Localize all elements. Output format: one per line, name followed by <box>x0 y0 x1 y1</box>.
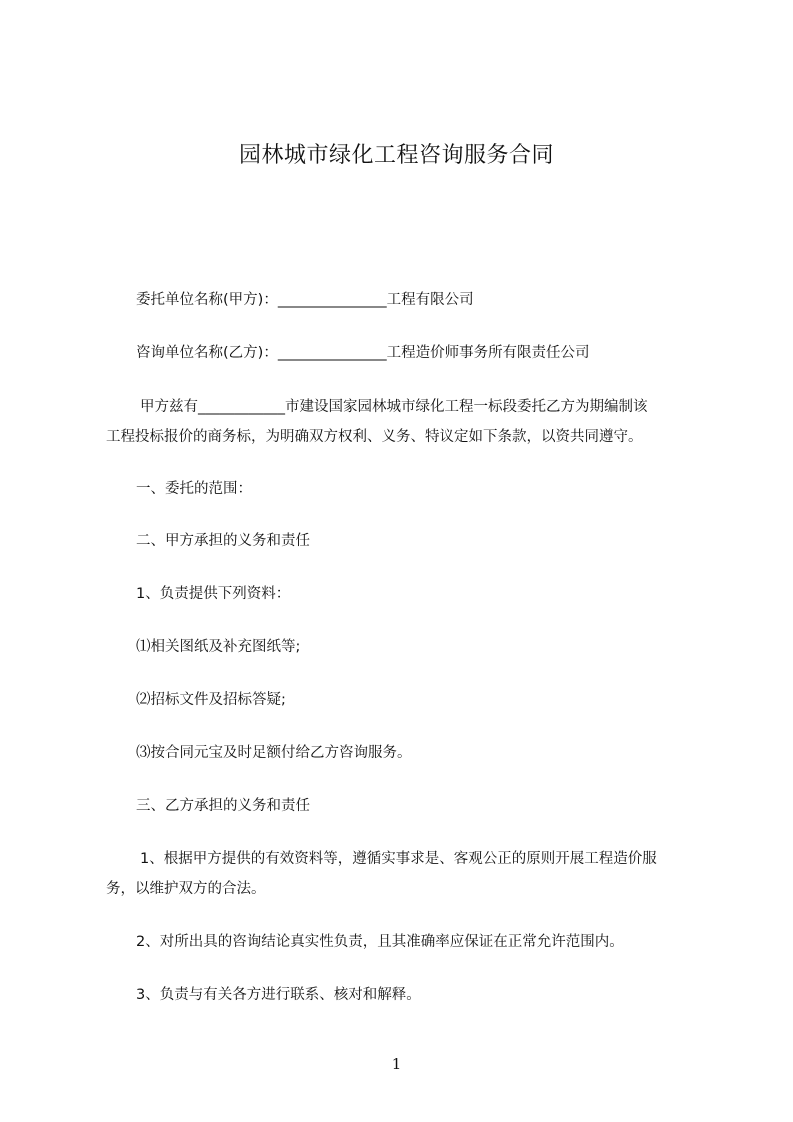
section-3-item-2: 2、对所出具的咨询结论真实性负责，且其准确率应保证在正常允许范围内。 <box>136 934 624 950</box>
section-3-item-1-line-2: 务，以维护双方的合法。 <box>106 881 266 897</box>
intro-paragraph-line-1: 甲方兹有____________市建设国家园林城市绿化工程一标段委托乙方为期编制该 <box>140 399 648 415</box>
party-b-line: 咨询单位名称(乙方)：_______________工程造价师事务所有限责任公司 <box>136 345 590 361</box>
intro-paragraph-line-2: 工程投标报价的商务标，为明确双方权利、义务、特议定如下条款，以资共同遵守。 <box>106 429 643 445</box>
section-2-heading: 二、甲方承担的义务和责任 <box>136 533 310 549</box>
section-3-item-3: 3、负责与有关各方进行联系、核对和解释。 <box>136 987 421 1003</box>
page-number: 1 <box>391 1055 402 1073</box>
section-2-subitem-2: ⑵招标文件及招标答疑; <box>136 692 286 708</box>
section-2-subitem-1: ⑴相关图纸及补充图纸等; <box>136 639 301 655</box>
section-1-heading: 一、委托的范围： <box>136 481 252 497</box>
document-title: 园林城市绿化工程咨询服务合同 <box>238 143 554 168</box>
section-3-heading: 三、乙方承担的义务和责任 <box>136 798 310 814</box>
party-a-line: 委托单位名称(甲方)：_______________工程有限公司 <box>136 292 474 308</box>
section-3-item-1-line-1: 1、根据甲方提供的有效资料等，遵循实事求是、客观公正的原则开展工程造价服 <box>140 851 657 867</box>
section-2-item-1: 1、负责提供下列资料： <box>136 586 291 602</box>
section-2-subitem-3: ⑶按合同元宝及时足额付给乙方咨询服务。 <box>136 745 412 761</box>
